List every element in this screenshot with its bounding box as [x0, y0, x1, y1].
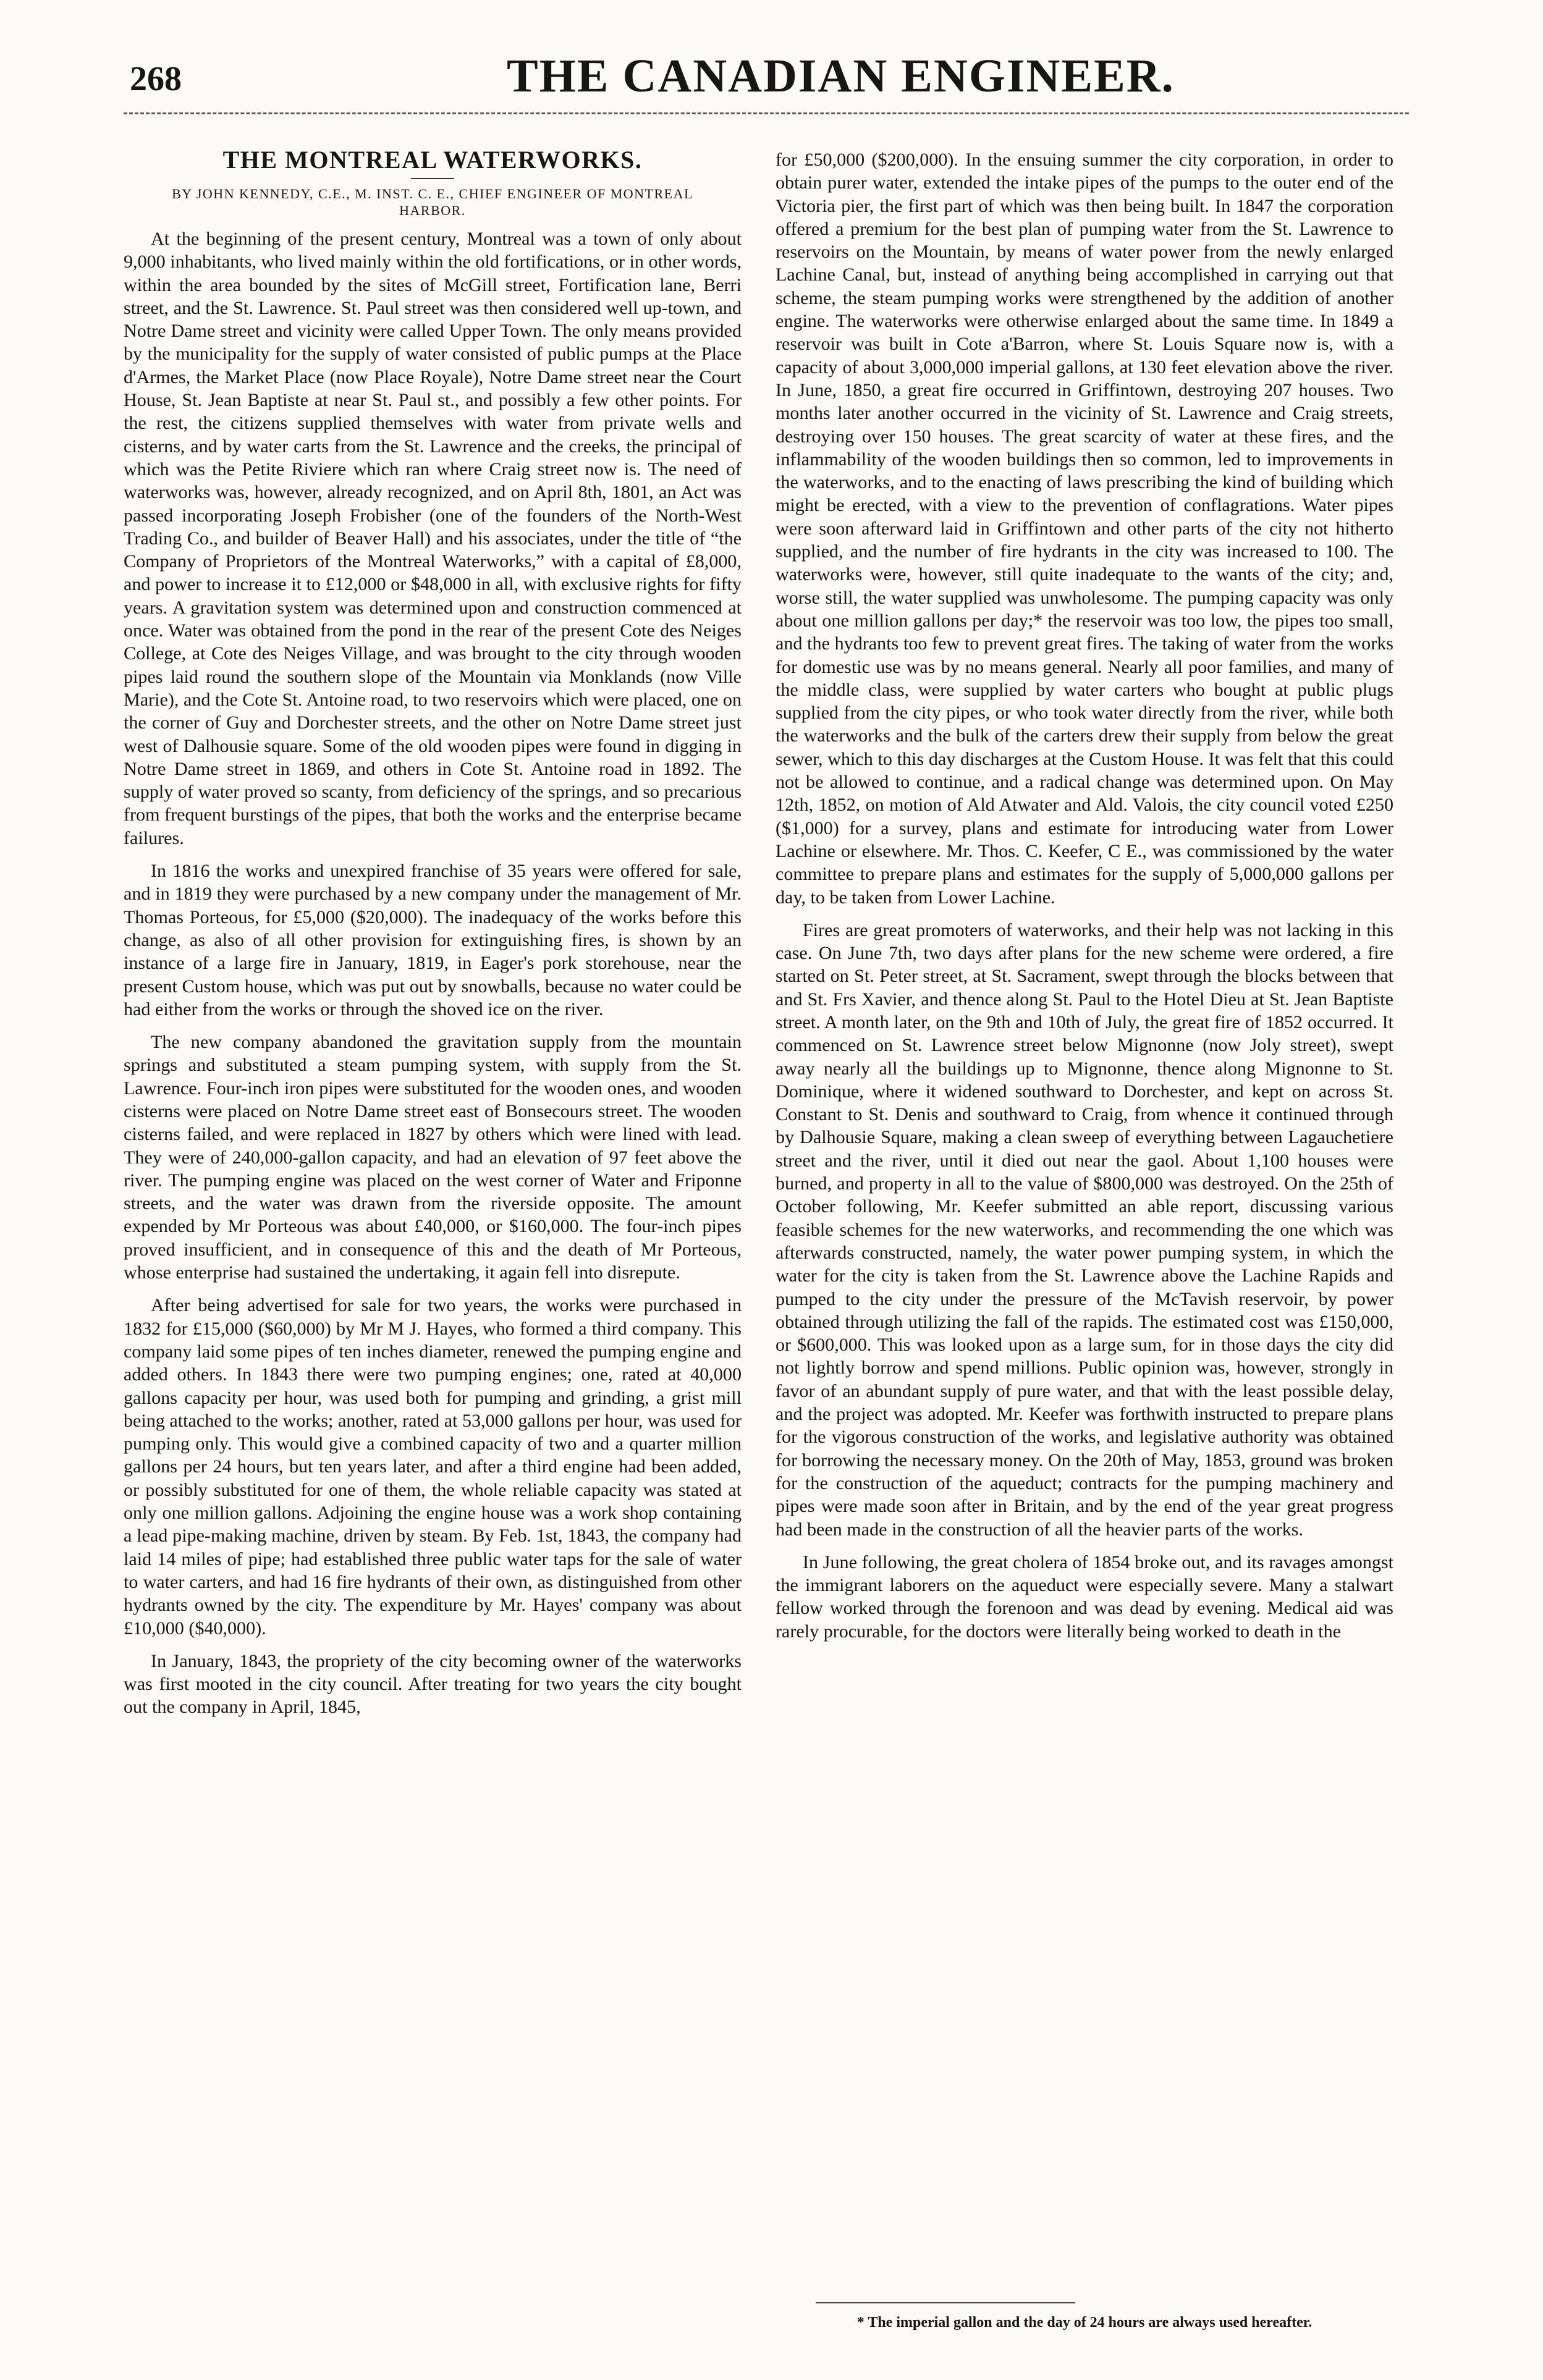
page-number: 268: [130, 60, 182, 98]
article-title: THE MONTREAL WATERWORKS.: [222, 146, 643, 174]
paragraph: The new company abandoned the gravitation supply from the mountain springs and substituted a steam pumping system, with supply from the St. Lawrence. Four-inch iron pipes were substituted for the wooden ones, and wooden cisterns were placed on Notre Dame street east of Bonsecours street. The wooden cisterns failed, and were replaced in 1827 by others which were lined with lead. They were of 240,000-gallon capacity, and had an elevation of 97 feet above the river. The pumping engine was placed on the west corner of Water and Friponne streets, and the water was drawn from the riverside opposite. The amount expended by Mr Porteous was about £40,000, or $160,000. The four-inch pipes proved insufficient, and in consequence of this and the death of Mr Porteous, whose enterprise had sustained the undertaking, it again fell into disrepute.: [124, 1031, 742, 1283]
running-title: THE CANADIAN ENGINEER.: [507, 50, 1175, 102]
footnote-rule: [816, 2302, 1075, 2303]
paragraph: for £50,000 ($200,000). In the ensuing summer the city corporation, in order to obtain purer water, extended the intake pipes of the pumps to the outer end of the Victoria pier, the first part of which was then being built. In 1847 the corporation offered a premium for the best plan of pumping water from the St. Lawrence to reservoirs on the Mountain, by means of water power from the newly enlarged Lachine Canal, but, instead of anything being accomplished in carrying out that scheme, the steam pumping works were strengthened by the addition of another engine. The waterworks were otherwise enlarged about the same time. In 1849 a reservoir was built in Cote a'Barron, where St. Louis Square now is, with a capacity of about 3,000,000 imperial gallons, at 130 feet elevation above the river. In June, 1850, a great fire occurred in Griffintown, destroying 207 houses. Two months later another occurred in the vicinity of St. Lawrence and Craig streets, destroying over 150 houses. The great scarcity of water at these fires, and the inflammability of the wooden buildings then so common, led to improvements in the waterworks, and to the enacting of laws prescribing the kind of building which might be erected, with a view to the prevention of conflagrations. Water pipes were soon afterward laid in Griffintown and other parts of the city not hitherto supplied, and the number of fire hydrants in the city was increased to 100. The waterworks were, however, still quite inadequate to the wants of the city; and, worse still, the water supplied was unwholesome. The pumping capacity was only about one million gallons per day;* the reservoir was too low, the pipes too small, and the hydrants too few to prevent great fires. The taking of water from the works for domestic use was by no means general. Nearly all poor families, and many of the middle class, were supplied by water carters who bought at public plugs supplied from the city pipes, or who took water directly from the river, while both the waterworks and the bulk of the carters drew their supply from below the great sewer, which to this day discharges at the Custom House. It was felt that this could not be allowed to continue, and a radical change was determined upon. On May 12th, 1852, on motion of Ald Atwater and Ald. Valois, the city council voted £250 ($1,000) for a survey, plans and estimate for introducing water from Lower Lachine or elsewhere. Mr. Thos. C. Keefer, C E., was commissioned by the water committee to prepare plans and estimates for the supply of 5,000,000 gallons per day, to be taken from Lower Lachine.: [776, 149, 1393, 908]
footnote: * The imperial gallon and the day of 24 hours are always used hereafter.: [856, 2315, 1313, 2331]
paragraph: At the beginning of the present century, Montreal was a town of only about 9,000 inhabitants, who lived mainly within the old fortifications, or in other words, within the area bounded by the sites of McGill street, Fortification lane, Berri street, and the St. Lawrence. St. Paul street was then considered well up-town, and Notre Dame street and vicinity were called Upper Town. The only means provided by the municipality for the supply of water consisted of public pumps at the Place d'Armes, the Market Place (now Place Royale), Notre Dame street near the Court House, St. Jean Baptiste at near St. Paul st., and possibly a few other points. For the rest, the citizens supplied themselves with water from private wells and cisterns, and by water carts from the St. Lawrence and the creeks, the principal of which was the Petite Riviere which ran where Craig street now is. The need of waterworks was, however, already recognized, and on April 8th, 1801, an Act was passed incorporating Joseph Frobisher (one of the founders of the North-West Trading Co., and builder of Beaver Hall) and his associates, under the title of “the Company of Proprietors of the Montreal Waterworks,” with a capital of £8,000, and power to increase it to £12,000 or $48,000 in all, with exclusive rights for fifty years. A gravitation system was determined upon and construction commenced at once. Water was obtained from the pond in the rear of the present Cote des Neiges College, at Cote des Neiges Village, and was brought to the city through wooden pipes laid round the southern slope of the Mountain via Monklands (now Ville Marie), and the Cote St. Antoine road, to two reservoirs which were placed, one on the corner of Guy and Dorchester streets, and the other on Notre Dame street just west of Dalhousie square. Some of the old wooden pipes were found in digging in Notre Dame street in 1869, and others in Cote St. Antoine road in 1892. The supply of water proved so scanty, from deficiency of the springs, and so precarious from frequent burstings of the pipes, that both the works and the enterprise became failures.: [124, 228, 742, 848]
paragraph: In January, 1843, the propriety of the city becoming owner of the waterworks was first mooted in the city council. After treating for two years the city bought out the company in April, 1845,: [124, 1650, 742, 1718]
paragraph: After being advertised for sale for two years, the works were purchased in 1832 for £15,000 ($60,000) by Mr M J. Hayes, who formed a third company. This company laid some pipes of ten inches diameter, renewed the pumping engine and added others. In 1843 there were two pumping engines; one, rated at 40,000 gallons capacity per hour, was used both for pumping and grinding, a grist mill being attached to the works; another, rated at 53,000 gallons per hour, was used for pumping only. This would give a combined capacity of two and a quarter million gallons per 24 hours, but ten years later, and after a third engine had been added, or possibly substituted for one of them, the whole reliable capacity was stated at only one million gallons. Adjoining the engine house was a work shop containing a lead pipe-making machine, driven by steam. By Feb. 1st, 1843, the company had laid 14 miles of pipe; had established three public water taps for the sale of water to water carters, and had 16 fire hydrants of their own, as distinguished from other hydrants owned by the city. The expenditure by Mr. Hayes' company was about £10,000 ($40,000).: [124, 1294, 742, 1639]
paragraph: In June following, the great cholera of 1854 broke out, and its ravages amongst the immigrant laborers on the aqueduct were especially severe. Many a stalwart fellow worked through the forenoon and was dead by evening. Medical aid was rarely procurable, for the doctors were literally being worked to death in the: [776, 1551, 1393, 1642]
header-rule: [124, 112, 1409, 114]
paragraph: Fires are great promoters of waterworks, and their help was not lacking in this case. On June 7th, two days after plans for the new scheme were ordered, a fire started on St. Peter street, at St. Sacrament, swept through the blocks between that and St. Frs Xavier, and thence along St. Paul to the Hotel Dieu at St. Jean Baptiste street. A month later, on the 9th and 10th of July, the great fire of 1852 occurred. It commenced on St. Lawrence street below Mignonne (now Joly street), swept away nearly all the buildings up to Mignonne, thence along Mignonne to St. Dominique, where it widened southward to Dorchester, and kept on across St. Constant to St. Denis and southward to Craig, from whence it continued through by Dalhousie Square, making a clean sweep of everything between Lagauchetiere street and the river, until it died out near the gaol. About 1,100 houses were burned, and property in all to the value of $800,000 was destroyed. On the 25th of October following, Mr. Keefer submitted an able report, discussing various feasible schemes for the new waterworks, and recommending the one which was afterwards constructed, namely, the water power pumping system, in which the water for the city is taken from the St. Lawrence above the Lachine Rapids and pumped to the city under the pressure of the McTavish reservoir, by power obtained through utilizing the fall of the rapids. The estimated cost was £150,000, or $600,000. This was looked upon as a large sum, for in those days the city did not lightly borrow and spend millions. Public opinion was, however, strongly in favor of an abundant supply of pure water, and that with the least possible delay, and the project was adopted. Mr. Keefer was forthwith instructed to prepare plans for the vigorous construction of the works, and legislative authority was obtained for borrowing the necessary money. On the 20th of May, 1853, ground was broken for the construction of the aqueduct; contracts for the pumping machinery and pipes were made soon after in Britain, and by the end of the year great progress had been made in the construction of all the heavier parts of the works.: [776, 919, 1393, 1540]
right-column: [776, 148, 1393, 2292]
left-column: [124, 131, 742, 2331]
byline: BY JOHN KENNEDY, C.E., M. INST. C. E., CHIEF ENGINEER OF MONTREAL HARBOR.: [172, 186, 693, 218]
page-header: [0, 0, 1543, 130]
paragraph: In 1816 the works and unexpired franchise of 35 years were offered for sale, and in 1819 they were purchased by a new company under the management of Mr. Thomas Porteous, for £5,000 ($20,000). The inadequacy of the works before this change, as also of all other provision for extinguishing fires, is shown by an instance of a large fire in January, 1819, in Eager's pork storehouse, near the present Custom house, which was put out by snowballs, because no water could be had either from the works or through the shoved ice on the river.: [124, 860, 742, 1019]
title-rule: [411, 178, 454, 179]
